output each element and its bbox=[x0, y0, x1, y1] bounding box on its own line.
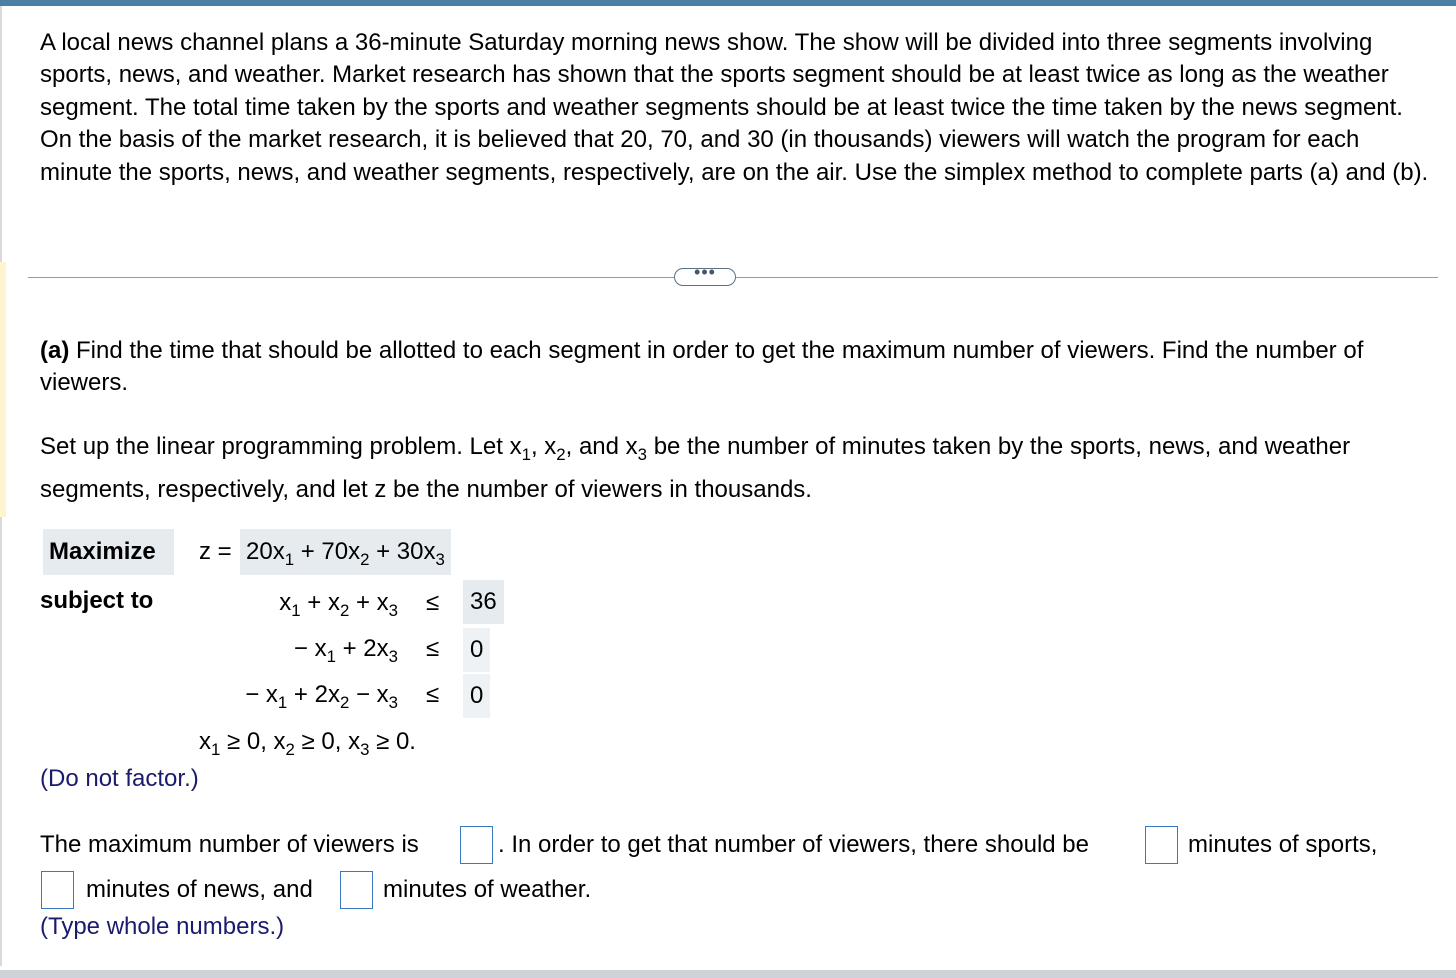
constraint-1-lhs: $x_1 + x_2 + x_3$ bbox=[279, 589, 398, 620]
do-not-factor-note: (Do not factor.) bbox=[40, 765, 199, 792]
bottom-bar bbox=[0, 970, 1456, 978]
constraint-3-relation: ≤ bbox=[426, 681, 440, 708]
answer-text-3: minutes of sports, bbox=[1188, 831, 1378, 858]
answer-text-1: The maximum number of viewers is bbox=[40, 831, 419, 858]
constraint-3-lhs: − $x_1 + 2x_2 - x_3$ bbox=[245, 681, 398, 712]
constraint-2-lhs: − $x_1 + 2x_3$ bbox=[293, 635, 398, 666]
type-whole-numbers-note: (Type whole numbers.) bbox=[40, 913, 285, 940]
expand-more-button[interactable]: ••• bbox=[674, 268, 736, 286]
setup-text-start: Set up the linear programming problem. Let bbox=[40, 433, 503, 460]
maximize-label: Maximize bbox=[43, 529, 174, 575]
setup-text-end: be the number of minutes taken by the sports, news, and weather segments, respectively, and let z be the number of viewers in thousands. bbox=[40, 433, 1351, 503]
constraint-2-rhs: 0 bbox=[463, 628, 490, 672]
sports-minutes-input[interactable] bbox=[1145, 826, 1178, 864]
weather-minutes-input[interactable] bbox=[340, 871, 373, 909]
news-minutes-input[interactable] bbox=[41, 871, 74, 909]
constraint-1-relation: ≤ bbox=[426, 589, 440, 616]
answer-text-5: minutes of weather. bbox=[383, 876, 592, 903]
part-a-prompt bbox=[40, 335, 1400, 400]
constraint-2-relation: ≤ bbox=[426, 635, 440, 662]
z-equals: z = bbox=[199, 538, 232, 565]
part-a-label: (a) bbox=[40, 337, 70, 364]
nonnegativity-constraints: $x_1 \ge 0$, $x_2 \ge 0$, $x_3 \ge 0$. bbox=[199, 728, 416, 759]
answer-text-2: . In order to get that number of viewers, there should be bbox=[498, 831, 1089, 858]
problem-statement: A local news channel plans a 36-minute Saturday morning news show. The show will be divided into three segments involving sports, news, and weather. Market research has shown that the sports segment should be at least twice as long as the weather segment. The total time taken by the sports and weather segments should be at least twice the time taken by the news segment. On the basis of the market research, it is believed that 20, 70, and 30 (in thousands) viewers will watch the program for each minute the sports, news, and weather segments, respectively, are on the air. Use the simplex method to complete parts (a) and (b). bbox=[40, 29, 1429, 186]
subject-to-label: subject to bbox=[40, 587, 154, 614]
top-accent-bar bbox=[0, 0, 1456, 6]
setup-instructions: Set up the linear programming problem. Let $x_1$, $x_2$, and $x_3$ be the number of minutes taken by the sports, news, and weather segments, respectively, and let z be the number of viewers in thousands. bbox=[40, 433, 1351, 503]
viewers-input[interactable] bbox=[460, 826, 493, 864]
constraint-1-rhs: 36 bbox=[463, 580, 504, 624]
left-highlight-strip bbox=[0, 262, 6, 517]
objective-function: $20x_1 + 70x_2 + 30x_3$ bbox=[240, 529, 451, 575]
constraint-3-rhs: 0 bbox=[463, 674, 490, 718]
answer-text-4: minutes of news, and bbox=[86, 876, 313, 903]
part-a-text: Find the time that should be allotted to each segment in order to get the maximum number of viewers. Find the number of viewers. bbox=[40, 337, 1364, 397]
